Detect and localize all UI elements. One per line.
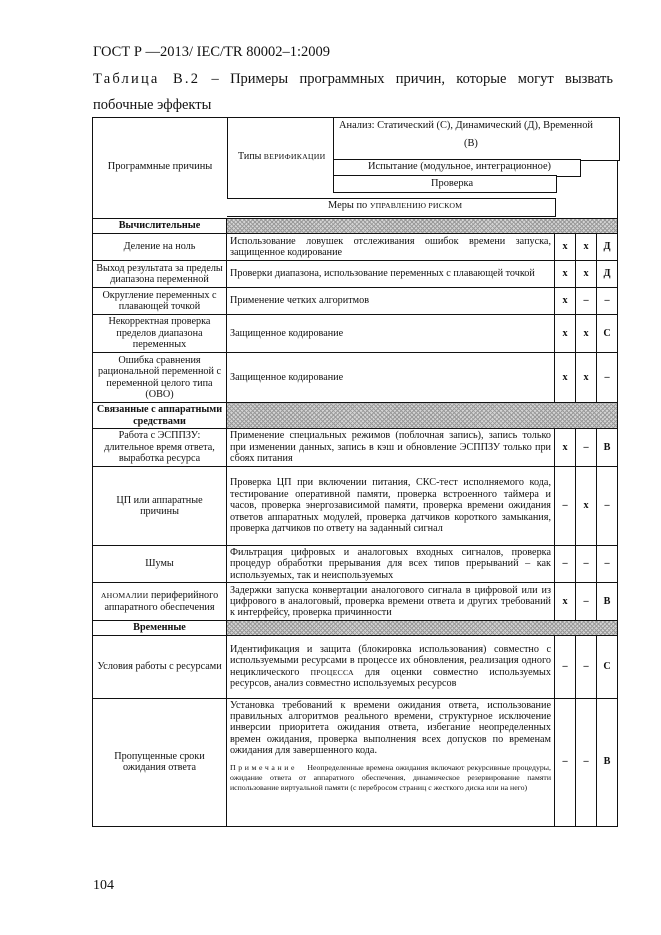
section-row: [93, 621, 618, 635]
software-causes-table: [92, 117, 618, 827]
check-mark: x: [555, 261, 576, 288]
header-verification-types: [238, 151, 325, 162]
measure-cell: Проверки диапазона, использование переменных с плавающей точкой: [227, 261, 555, 288]
analysis-mark: –: [597, 467, 618, 546]
header-causes: Программные причины: [107, 161, 213, 173]
analysis-mark: С: [597, 315, 618, 353]
note-label: Примечание: [230, 762, 298, 772]
section-shade: [227, 621, 618, 635]
measure-cell: Защищенное кодирование: [227, 353, 555, 403]
test-mark: –: [576, 583, 597, 621]
header-measures-sc: УПРАВЛЕНИЮ РИСКОМ: [369, 201, 463, 210]
cause-cell: Деление на ноль: [93, 234, 227, 261]
header-verification-prefix: Типы: [238, 151, 262, 162]
measure-part-a: Идентификация и защита (блокировка использования) совместно с используемыми ресурсами в процессе их обновления, реализация одного нециклического: [230, 643, 551, 678]
analysis-mark: В: [597, 698, 618, 826]
header-testing: Испытание (модульное, интеграционное): [368, 161, 552, 172]
test-mark: –: [576, 635, 597, 698]
test-mark: –: [576, 546, 597, 583]
measure-note: [230, 763, 551, 793]
analysis-mark: В: [597, 583, 618, 621]
analysis-mark: С: [597, 635, 618, 698]
measure-cell: [227, 698, 555, 826]
test-mark: –: [576, 288, 597, 315]
measure-part-sc: ПРОЦЕССА: [310, 667, 354, 677]
table-row: [93, 467, 618, 546]
cause-cell: Ошибка сравнения рациональной переменной с переменной целого типа (ОВО): [93, 353, 227, 403]
note-text: Неопределенные времена ожидания включают рекурсивные процедуры, ожидание ответа от аппаратного обеспечения, динамическое резервирование памяти использование виртуальной памяти (с перебросом страниц с жесткого диска или на него): [230, 762, 551, 792]
header-verification-sc: ВЕРИФИКАЦИИ: [263, 152, 326, 161]
analysis-mark: В: [597, 429, 618, 467]
check-mark: x: [555, 429, 576, 467]
test-mark: x: [576, 353, 597, 403]
cause-cell: [93, 583, 227, 621]
table-caption: [93, 66, 613, 118]
cause-cell: Выход результата за пределы диапазона переменной: [93, 261, 227, 288]
cause-rest: периферийного аппаратного обеспечения: [104, 590, 219, 613]
header-check: Проверка: [431, 178, 474, 189]
table-row: [93, 261, 618, 288]
analysis-mark: –: [597, 353, 618, 403]
analysis-mark: –: [597, 288, 618, 315]
document-header: ГОСТ Р —2013/ IEC/TR 80002–1:2009: [93, 44, 330, 60]
section-shade: [227, 403, 618, 429]
measure-cell: Применение специальных режимов (поблочная запись), запись только при изменении данных, запись в кэш и обновление ЭСППЗУ только при сбоях питания: [227, 429, 555, 467]
cause-cell: ЦП или аппаратные причины: [93, 467, 227, 546]
section-row: [93, 403, 618, 429]
measure-cell: Проверка ЦП при включении питания, СКС-тест исполняемого кода, тестирование оперативной памяти, проверка встроенного таймера и часов, проверка энергозависимой памяти, проверка времени ожидания ответов аппаратных модулей, проверка датчиков короткого замыкания, проверка датчиков по ответу на заданный сигнал: [227, 467, 555, 546]
table-row: [93, 315, 618, 353]
measure-cell: Задержки запуска конвертации аналогового сигнала в цифровой или из цифрового в аналоговый, проверка времени ответа и других требований к интерфейсу, проверка причинности: [227, 583, 555, 621]
cause-sc: АНОМАЛИИ: [100, 591, 149, 601]
cause-cell: Округление переменных с плавающей точкой: [93, 288, 227, 315]
analysis-mark: Д: [597, 261, 618, 288]
header-measures: [328, 200, 462, 211]
table-header-row: [93, 118, 618, 219]
test-mark: x: [576, 261, 597, 288]
check-mark: x: [555, 288, 576, 315]
table-row: [93, 288, 618, 315]
check-mark: –: [555, 635, 576, 698]
check-mark: –: [555, 546, 576, 583]
test-mark: –: [576, 698, 597, 826]
check-mark: x: [555, 353, 576, 403]
measure-cell: Защищенное кодирование: [227, 315, 555, 353]
check-mark: x: [555, 234, 576, 261]
check-mark: –: [555, 698, 576, 826]
test-mark: x: [576, 234, 597, 261]
table-row: [93, 353, 618, 403]
table-row: [93, 583, 618, 621]
measure-cell: Использование ловушек отслеживания ошибок времени запуска, защищенное кодирование: [227, 234, 555, 261]
measure-text: Установка требований к времени ожидания ответа, использование правильных алгоритмов реального времени, структурное исключение инверсии приоритета ожидания ответа, избегание неопределенных времен ожидания, проверка выполнения всех допусков по временам ожидания для завершенного кода.: [230, 699, 551, 757]
table-row: [93, 698, 618, 826]
test-mark: x: [576, 315, 597, 353]
measure-part-b: для оценки совместно используемых ресурсов, анализ совместно используемых ресурсов: [230, 666, 551, 690]
caption-text: – Примеры программных причин, которые могут вызвать побочные эффекты: [93, 71, 614, 113]
section-title: Вычислительные: [93, 219, 227, 234]
cause-cell: Условия работы с ресурсами: [93, 635, 227, 698]
check-mark: –: [555, 467, 576, 546]
section-shade: [227, 219, 618, 234]
table-row: [93, 635, 618, 698]
measure-cell: Фильтрация цифровых и аналоговых входных сигналов, проверка процедур обработки прерывания для всех типов прерываний – как используемых, так и неиспользуемых: [227, 546, 555, 583]
section-row: [93, 219, 618, 234]
measure-cell: Применение четких алгоритмов: [227, 288, 555, 315]
cause-cell: Пропущенные сроки ожидания ответа: [93, 698, 227, 826]
check-mark: x: [555, 315, 576, 353]
analysis-mark: Д: [597, 234, 618, 261]
cause-cell: Шумы: [93, 546, 227, 583]
section-title: Связанные с аппаратными средствами: [93, 403, 227, 429]
table-row: [93, 429, 618, 467]
header-analysis-line2: (В): [464, 138, 478, 149]
caption-label: Таблица В.2: [93, 71, 201, 87]
cause-cell: Работа с ЭСППЗУ: длительное время ответа, выработка ресурса: [93, 429, 227, 467]
header-analysis-line1: Анализ: Статический (С), Динамический (Д), Временной: [339, 120, 593, 131]
table-header: [93, 118, 618, 219]
cause-cell: Некорректная проверка пределов диапазона переменных: [93, 315, 227, 353]
header-measures-prefix: Меры по: [328, 200, 368, 211]
test-mark: –: [576, 429, 597, 467]
page-number: 104: [93, 878, 114, 893]
measure-cell: [227, 635, 555, 698]
analysis-mark: –: [597, 546, 618, 583]
table-row: [93, 546, 618, 583]
check-mark: x: [555, 583, 576, 621]
test-mark: x: [576, 467, 597, 546]
table-row: [93, 234, 618, 261]
section-title: Временные: [93, 621, 227, 635]
